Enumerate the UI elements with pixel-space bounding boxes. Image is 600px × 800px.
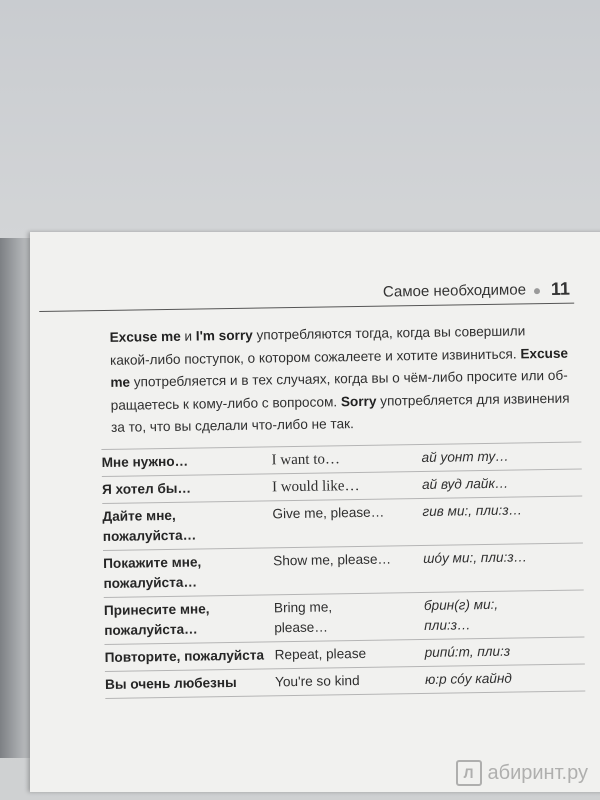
bold-term: Sorry <box>340 393 377 409</box>
bold-term: me <box>110 374 131 390</box>
phrase-row <box>103 542 584 597</box>
english-phrase: I want to… <box>271 451 341 469</box>
paragraph-text: за то, что вы сделали что-либо не так. <box>110 416 354 435</box>
transcription: ай уонт ту… <box>421 448 509 466</box>
facing-page-edge <box>0 238 30 758</box>
book-page <box>30 232 600 792</box>
russian-phrase: Покажите мне, пожалуйста… <box>103 554 202 592</box>
russian-phrase: Мне нужно… <box>101 453 189 471</box>
phrase-table <box>101 441 585 699</box>
running-header <box>39 279 574 312</box>
transcription: брин(г) ми:, пли:з… <box>423 596 499 633</box>
russian-phrase: Дайте мне, пожалуйста… <box>102 507 197 545</box>
transcription: рипú:т, пли:з <box>424 643 511 660</box>
transcription: ай вуд лайк… <box>421 475 509 492</box>
english-phrase: Repeat, please <box>274 645 367 663</box>
paragraph-text: употребляется и в тех случаях, когда вы о чём-либо просите или об- <box>129 367 568 390</box>
russian-phrase: Я хотел бы… <box>101 480 192 498</box>
paragraph-text: употребляется для извинения <box>376 390 570 409</box>
watermark-logo-icon: Л <box>456 760 482 786</box>
english-phrase: Show me, please… <box>273 551 392 569</box>
watermark <box>456 760 589 786</box>
english-phrase: Give me, please… <box>272 504 385 522</box>
transcription: гив ми:, пли:з… <box>422 502 523 519</box>
english-phrase: You're so kind <box>274 673 360 690</box>
paragraph-text: употребляются тогда, когда вы совершили <box>252 323 526 343</box>
phrase-row <box>104 589 585 644</box>
bold-term: I'm sorry <box>195 327 253 344</box>
english-phrase: Bring me, please… <box>273 599 333 636</box>
english-phrase: I would like… <box>271 477 360 496</box>
russian-phrase: Вы очень любезны <box>104 674 237 693</box>
paragraph-text: ращаетесь к кому-либо с вопросом. <box>110 393 342 413</box>
page-content <box>38 223 598 693</box>
explanation-paragraph <box>109 320 581 440</box>
phrase-row <box>102 495 583 550</box>
transcription: ю:р сóу кайнд <box>424 670 512 687</box>
page-number: 11 <box>550 278 571 299</box>
header-bullet-icon <box>534 288 540 294</box>
transcription: шóу ми:, пли:з… <box>423 549 528 566</box>
header-title: Самое необходимое <box>382 281 527 301</box>
russian-phrase: Принесите мне, пожалуйста… <box>103 601 210 639</box>
bold-term: Excuse me <box>109 328 181 345</box>
watermark-text: абиринт.ру <box>487 761 588 784</box>
paragraph-text: какой-либо поступок, о котором сожалеете и хотите извиниться. <box>109 345 521 368</box>
bold-term: Excuse <box>520 345 569 361</box>
paragraph-text: и <box>180 328 196 344</box>
russian-phrase: Повторите, пожалуйста <box>104 647 265 666</box>
